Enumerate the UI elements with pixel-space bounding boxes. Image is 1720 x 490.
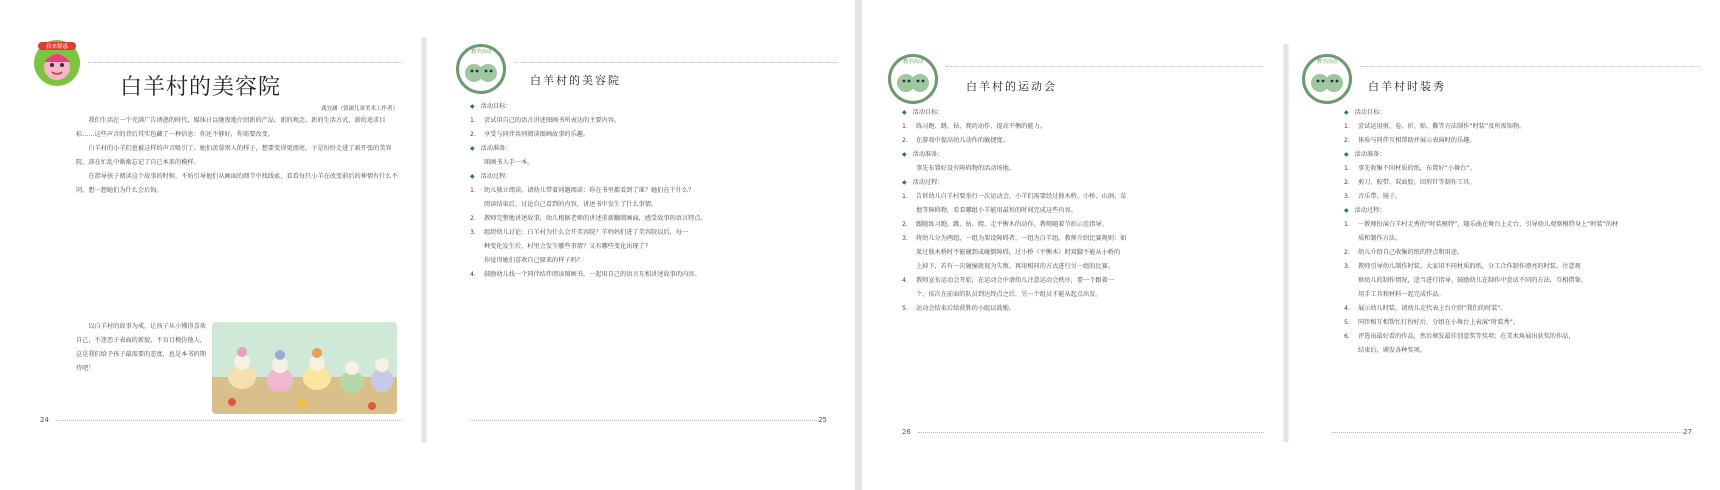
list-item [902, 302, 1272, 316]
list-item-text: 评选出最好看的作品，然后颁发最佳创意奖等奖项；在美术角展出获奖的作品， [1358, 333, 1575, 340]
list-item-number: 1. [902, 193, 908, 200]
page-24 [0, 0, 420, 490]
list-item [1344, 162, 1714, 176]
list-item-number: 2. [1344, 179, 1350, 186]
list-item-number: 1. [1344, 123, 1350, 130]
list-item [902, 232, 1272, 246]
list-item-text: 个，依次在前面的队员到达终点之后，另一个组员才能从起点出发。 [916, 291, 1102, 298]
section-heading [470, 170, 840, 184]
list-item-text: 上掉下，若有一次碰撞就视为失败。再用相同的方式进行另一组的比赛。 [916, 263, 1114, 270]
list-item [1344, 246, 1714, 260]
footer-rule [470, 420, 819, 421]
page-number: 27 [1683, 428, 1692, 436]
list-item [902, 120, 1272, 134]
list-item [1344, 190, 1714, 204]
list-item [1344, 274, 1714, 288]
page-title: 白羊村的美容院 [530, 74, 621, 87]
list-item-number: 1. [902, 123, 908, 130]
header-rule [514, 62, 837, 63]
section-heading [470, 142, 840, 156]
badge-label: 我来解惑 [38, 42, 76, 50]
list-item [1344, 232, 1714, 246]
list-item-text: 展示幼儿时装，请幼儿走代表上台介绍“我们的时装”。 [1358, 305, 1507, 312]
list-item-text: 教师宣布运动会开始，在运动会中请幼儿注意运动会秩序，要一个跟着一 [916, 277, 1114, 284]
story-paragraph: 以白羊村的故事为戒，让孩子从小懂得喜欢自己，不迷恋于表面的新貌，不盲目模仿他人，这是我们给予孩子最需要的态度，也是本书的期待吧！ [76, 323, 206, 372]
list-item-number: 3. [902, 235, 908, 242]
list-item-number: 3. [1344, 193, 1350, 200]
section-heading-text: 活动过程： [480, 173, 512, 180]
list-item [902, 190, 1272, 204]
list-item-text: 图画书人手一本。 [484, 159, 534, 166]
list-item [1344, 218, 1714, 232]
page-26 [862, 0, 1282, 490]
list-item-text: 鼓励幼儿找一个同伴结伴阅读图画书，一起用自己的语言互相讲述故事的内容。 [484, 271, 701, 278]
list-item [470, 114, 840, 128]
list-item-text: 结束后，颁发各种奖项。 [1358, 347, 1427, 354]
list-item-text: 练习跑、跳、钻、爬的动作，提高平衡的能力。 [916, 123, 1046, 130]
list-item [902, 134, 1272, 148]
list-item-number: 2. [902, 137, 908, 144]
list-item [902, 204, 1272, 218]
page-title: 白羊村时装秀 [1368, 80, 1446, 93]
list-item [470, 226, 840, 240]
list-item [470, 212, 840, 226]
list-item-number: 1. [470, 187, 476, 194]
list-item-text: 运动会结束后给获胜的小组以鼓励。 [916, 305, 1015, 312]
list-item-number: 4. [902, 277, 908, 284]
badge-label: 教学活动 [902, 59, 923, 65]
list-item [470, 268, 840, 282]
footer-rule [918, 432, 1264, 433]
list-item-text: 跟随练习跑、跳、钻、爬、走平衡木的动作，教师随着节拍示范指导。 [916, 221, 1108, 228]
section-heading-text: 活动准备： [1354, 151, 1386, 158]
section-heading [902, 106, 1272, 120]
list-item-number: 1. [470, 117, 476, 124]
list-item-text: 同伴相互相帮忙打扮好后，分组在小舞台上表演“时装秀”。 [1358, 319, 1520, 326]
spine [420, 38, 428, 442]
list-item-text: 用手工具和材料一起完成作品。 [1358, 291, 1445, 298]
section-heading [1344, 204, 1714, 218]
list-item [1344, 288, 1714, 302]
list-item-text: 质和制作方法。 [1358, 235, 1402, 242]
activity-plan [470, 100, 840, 282]
list-item [1344, 134, 1714, 148]
section-heading-text: 活动目标： [480, 103, 512, 110]
list-item-text: 阅读结束后，讨论自己看到的内容，讲述书中发生了什么事情。 [484, 201, 658, 208]
list-item-text: 事先收集不同材质的纸，布置好“小舞台”。 [1358, 165, 1476, 172]
list-item [1344, 330, 1714, 344]
story-paragraph: 我们生活在一个充满广告诱惑的时代，媒体日以继夜地介绍新的产品、新的观念、新的生活方式、新的追求目标……这些声音的背后其实包藏了一种信息：你还不够好，你需要改变。 [76, 117, 386, 138]
footer-rule [56, 420, 402, 421]
story-paragraph: 白羊村的小羊们也被这样的声音吸引了。她们羡慕别人的样子，想要变得更漂亮，于是纷纷走进了新开张的美容院，却在忙乱中渐渐忘记了自己本来的模样。 [76, 145, 392, 166]
page-27 [1292, 0, 1720, 490]
list-item [1344, 176, 1714, 190]
section-heading-text: 活动过程： [1354, 207, 1386, 214]
list-item-text: 幼儿介绍自己收集的纸的特点和用途。 [1358, 249, 1464, 256]
list-item [470, 240, 840, 254]
section-heading [470, 100, 840, 114]
list-item-number: 6. [1344, 333, 1350, 340]
page-25 [430, 0, 855, 490]
section-heading [1344, 148, 1714, 162]
list-item-text: 你觉得她们喜欢自己原来的样子吗？ [484, 257, 583, 264]
list-item-text: 教师完整地讲述故事，幼儿根据老师的讲述重新翻阅画面，感受故事的语言特点。 [484, 215, 707, 222]
list-item [902, 162, 1272, 176]
header-rule [88, 62, 402, 63]
list-item-text: 享受与同伴共同阅读图画故事的乐趣。 [484, 131, 590, 138]
page-number: 26 [902, 428, 911, 436]
list-item-text: 将幼儿分为两组，一组为架设障碍者，一组为白羊组。教师介绍比赛规则：如 [916, 235, 1127, 242]
section-heading-text: 活动过程： [912, 179, 944, 186]
list-item-number: 5. [1344, 319, 1350, 326]
list-item-number: 2. [470, 131, 476, 138]
list-item [470, 184, 840, 198]
section-heading [1344, 106, 1714, 120]
list-item-text: 尝试用自己的语言讲述图画书所表达的主要内容。 [484, 117, 621, 124]
list-item-text: 地等障碍物，看看哪组小羊能用最短的时间完成这些内容。 [916, 207, 1077, 214]
list-item [1344, 120, 1714, 134]
list-item-number: 2. [1344, 137, 1350, 144]
list-item [470, 128, 840, 142]
list-item-text: 事先布置好设有障碍物的活动场地。 [916, 165, 1015, 172]
page-title: 白羊村的运动会 [966, 80, 1057, 93]
list-item [470, 254, 840, 268]
list-item-text: 果过独木桥时不能碰到或碰倒障碍，过小桥（平衡木）时双脚不能从小桥的 [916, 249, 1121, 256]
list-item-number: 3. [1344, 263, 1350, 270]
list-item [470, 156, 840, 170]
list-item [470, 198, 840, 212]
list-item-number: 2. [1344, 249, 1350, 256]
story-paragraph: 在指导孩子阅读这个故事的时候，不妨引导他们从画面的细节中找线索，看看每只小羊在改变前后的神情有什么不同，想一想她们为什么会后悔。 [76, 173, 398, 194]
page-number: 25 [818, 416, 827, 424]
list-item [902, 274, 1272, 288]
page-number: 24 [40, 416, 49, 424]
section-heading [902, 148, 1272, 162]
list-item [902, 246, 1272, 260]
book-spread-left [0, 0, 855, 490]
story-text-bottom [76, 320, 206, 376]
list-item-text: 告诉幼儿白羊村要举行一次运动会，小羊们需要经过独木桥、小桥、山洞、草 [916, 193, 1127, 200]
list-item-text: 尝试运用剪、卷、折、贴、撕等方法制作“时装”及所需饰物。 [1358, 123, 1526, 130]
book-spread-right [862, 0, 1720, 490]
list-item-number: 2. [470, 215, 476, 222]
list-item [902, 218, 1272, 232]
section-heading-text: 活动目标： [1354, 109, 1386, 116]
badge-label: 教学活动 [470, 49, 491, 55]
author-line: 龚宜涵（资深儿童美术工作者） [320, 106, 398, 112]
section-heading-text: 活动准备： [912, 151, 944, 158]
footer-rule [1332, 432, 1684, 433]
list-item-number: 1. [1344, 221, 1350, 228]
list-item-text: 体验与同伴互相帮助并展示表演时的乐趣。 [1358, 137, 1476, 144]
list-item-number: 2. [902, 221, 908, 228]
list-item-text: 察幼儿的制作情况，适当进行指导。鼓励幼儿在制作中尝试不同的方法，互相借鉴。 [1358, 277, 1587, 284]
story-text [76, 114, 398, 198]
activity-plan [902, 106, 1272, 316]
list-item-text: 剪刀、胶带、双面胶、回形针等制作工具。 [1358, 179, 1476, 186]
list-item-number: 5. [902, 305, 908, 312]
list-item [1344, 302, 1714, 316]
list-item [902, 260, 1272, 274]
section-heading-text: 活动准备： [480, 145, 512, 152]
list-item-number: 1. [1344, 165, 1350, 172]
list-item-number: 3. [470, 229, 476, 236]
spine [1282, 44, 1290, 442]
header-rule [946, 66, 1264, 67]
header-rule [1360, 66, 1700, 67]
list-item-text: 组织幼儿讨论：白羊村为什么会开美容院？羊妈妈们进了美容院以后，每一 [484, 229, 689, 236]
list-item-number: 4. [470, 271, 476, 278]
section-heading-text: 活动目标： [912, 109, 944, 116]
list-item [1344, 260, 1714, 274]
list-item-text: 幼儿独立阅读。请幼儿带着问题阅读：你在书里都看到了谁？她们在干什么？ [484, 187, 695, 194]
list-item-text: 音乐带、镜子。 [1358, 193, 1402, 200]
sheep-illustration [212, 322, 397, 414]
list-item [1344, 316, 1714, 330]
list-item [1344, 344, 1714, 358]
badge-label: 教学活动 [1316, 59, 1337, 65]
list-item-text: 教师引导幼儿制作时装。大家用不同材质的纸，分工合作制作漂亮的时装。注意观 [1358, 263, 1581, 270]
list-item-number: 4. [1344, 305, 1350, 312]
activity-plan [1344, 106, 1714, 358]
list-item-text: 在游戏中提高幼儿动作的敏捷度。 [916, 137, 1009, 144]
list-item-text: 种变化发生后，村里会发生哪些事情？又有哪些变化出现了？ [484, 243, 652, 250]
list-item-text: 一教师扮演白羊村走秀的“时装模特”，随乐曲在舞台上走台，引导幼儿观察模特身上“时装”的材 [1358, 221, 1619, 228]
list-item [902, 288, 1272, 302]
section-heading [902, 176, 1272, 190]
page-title: 白羊村的美容院 [120, 75, 282, 100]
